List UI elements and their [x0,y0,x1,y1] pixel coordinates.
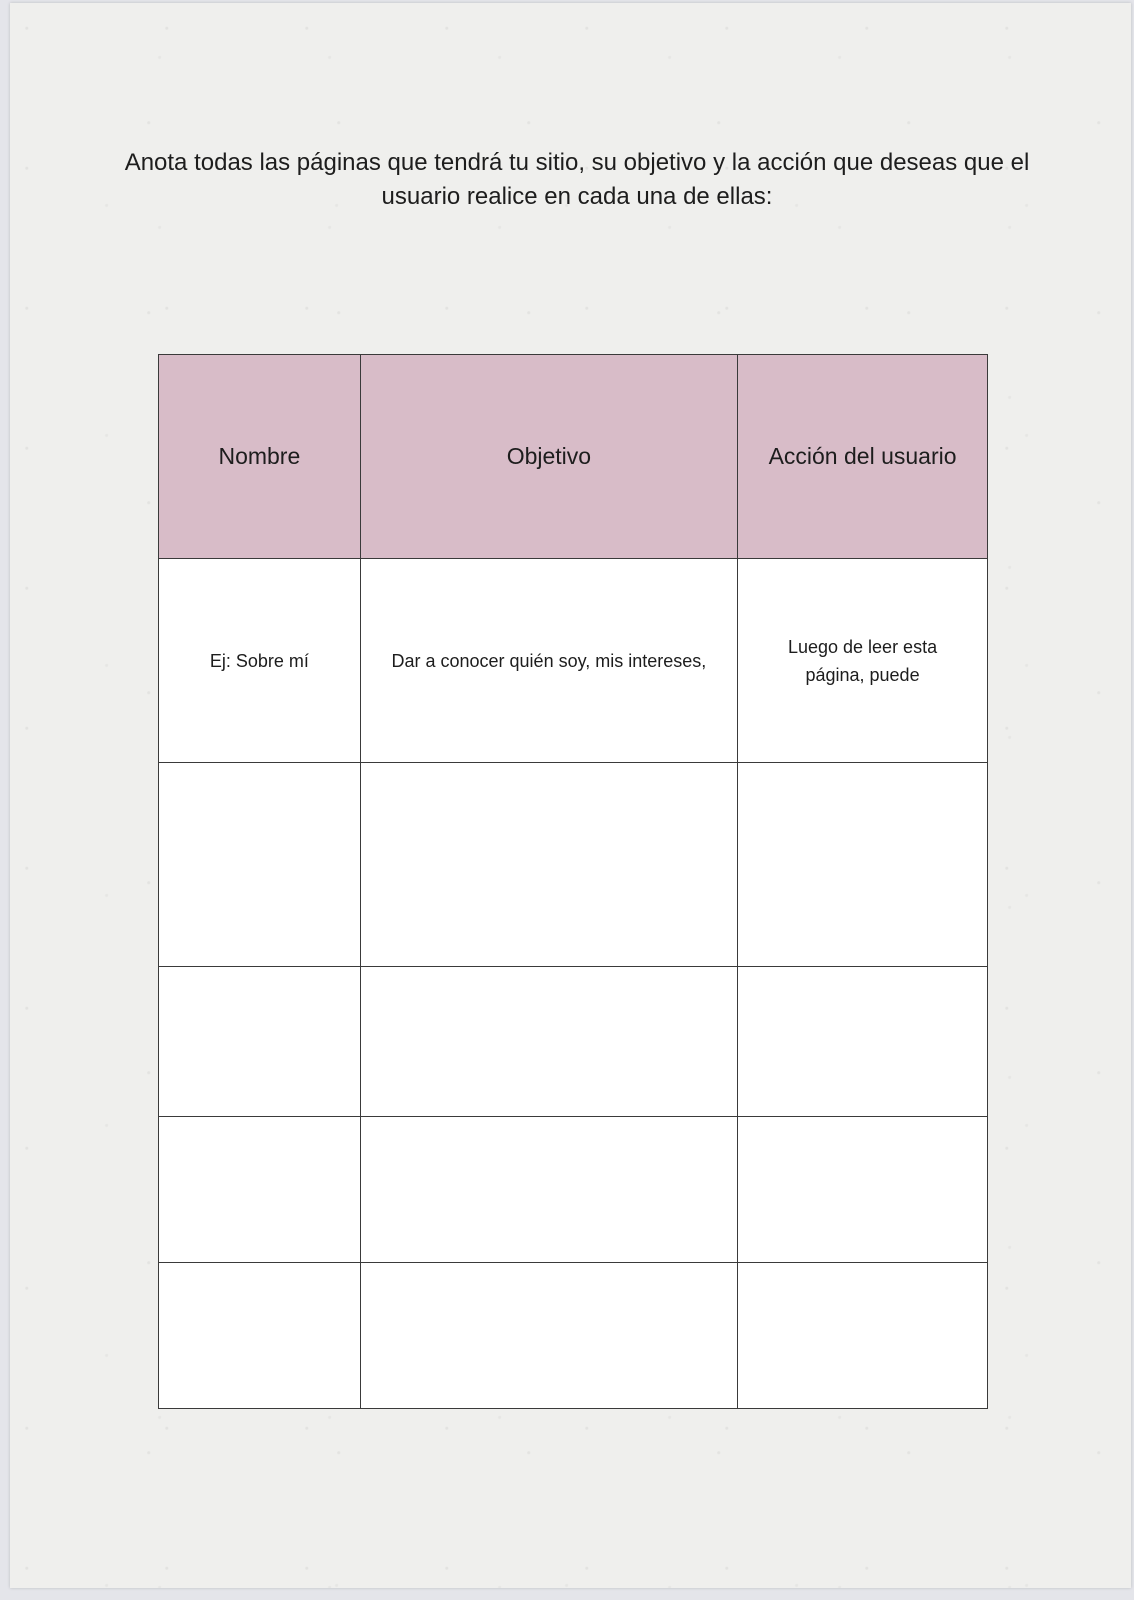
nombre-cell[interactable] [159,763,361,967]
table-row [159,967,988,1117]
accion-cell[interactable] [738,559,988,763]
objetivo-cell[interactable] [360,1117,737,1263]
table-row [159,1117,988,1263]
table-header-row [159,355,988,559]
table-row [159,559,988,763]
header-nombre: Nombre [159,355,361,559]
nombre-cell[interactable] [159,967,361,1117]
objetivo-cell[interactable] [360,967,737,1117]
pages-planning-table [158,354,988,1409]
header-objetivo: Objetivo [360,355,737,559]
cell-text: Dar a conocer quién soy, mis intereses, [391,650,707,671]
cell-text: Ej: Sobre mí [209,650,309,671]
accion-cell[interactable] [738,763,988,967]
nombre-cell[interactable] [159,559,361,763]
table-row [159,1263,988,1409]
accion-cell[interactable] [738,967,988,1117]
nombre-cell[interactable] [159,1263,361,1409]
objetivo-cell[interactable] [360,1263,737,1409]
worksheet-page [10,3,1131,1588]
objetivo-cell[interactable] [360,559,737,763]
accion-cell[interactable] [738,1263,988,1409]
header-accion-del-usuario: Acción del usuario [738,355,988,559]
table-row [159,763,988,967]
objetivo-cell[interactable] [360,763,737,967]
accion-cell[interactable] [738,1117,988,1263]
cell-text: Luego de leer esta página, puede [787,636,938,685]
instructions-text: Anota todas las páginas que tendrá tu sitio, su objetivo y la acción que deseas que el usuario realice en cada una de ellas: [124,149,1030,210]
nombre-cell[interactable] [159,1117,361,1263]
